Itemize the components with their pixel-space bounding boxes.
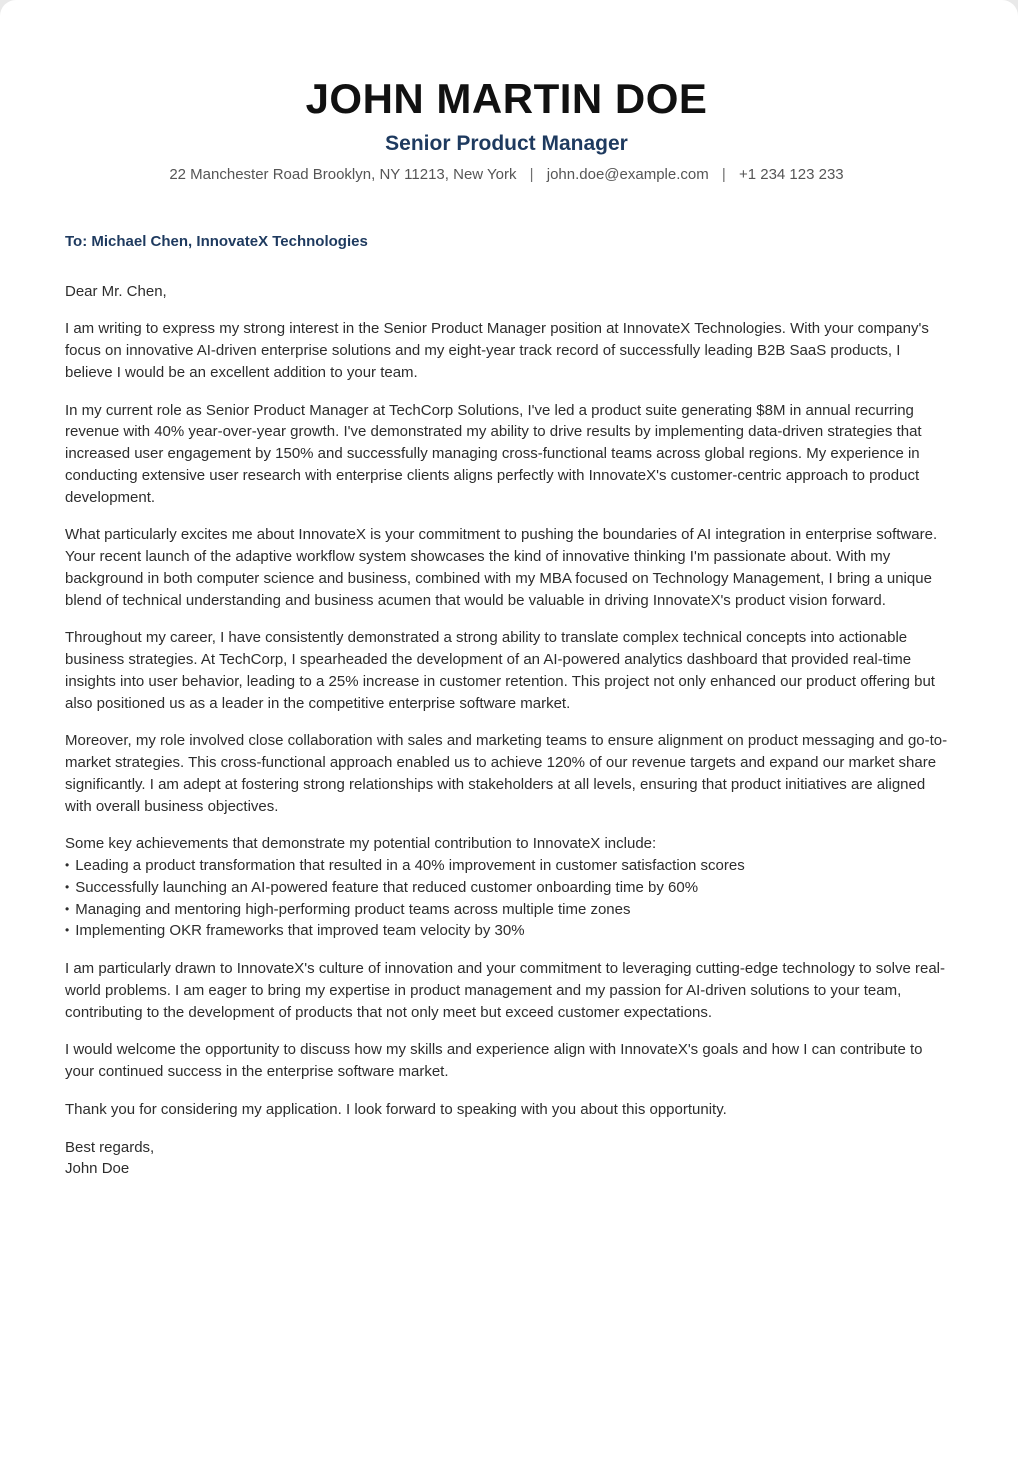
paragraph-thanks: Thank you for considering my application. I look forward to speaking with you about this opportunity. <box>65 1100 727 1118</box>
achievements-intro: Some key achievements that demonstrate my potential contribution to InnovateX include: <box>65 835 657 853</box>
achievement-item: • Managing and mentoring high-performing product teams across multiple time zones <box>65 899 948 921</box>
paragraph-intro: I am writing to express my strong interest in the Senior Product Manager position at InnovateX Technologies. With your company's focus on innovative AI-driven enterprise solutions and my eight-year track record of successfully leading B2B SaaS products, I believe I would be an excellent addition to your team. <box>65 320 929 381</box>
contact-email: john.doe@example.com <box>546 166 709 184</box>
salutation: Dear Mr. Chen, <box>65 282 167 300</box>
candidate-name: JOHN MARTIN DOE <box>305 75 708 122</box>
achievement-item: • Successfully launching an AI-powered feature that reduced customer onboarding time by 60% <box>65 877 948 899</box>
signoff-name: John Doe <box>65 1160 130 1178</box>
paragraph-culture: I am particularly drawn to InnovateX's culture of innovation and your commitment to leveraging cutting-edge technology to solve real-world problems. I am eager to bring my expertise in product management and my passion for AI-driven solutions to your team, contributing to the development of products that not only meet but exceed customer expectations. <box>65 960 945 1021</box>
recipient-line: To: Michael Chen, InnovateX Technologies <box>65 232 368 250</box>
letter-body <box>65 231 948 1180</box>
paragraph-collaboration: Moreover, my role involved close collaboration with sales and marketing teams to ensure alignment on product messaging and go-to-market strategies. This cross-functional approach enabled us to achieve 120% of our revenue targets and expand our market share significantly. I am adept at fostering strong relationships with stakeholders at all levels, ensuring that product initiatives are aligned with overall business objectives. <box>65 732 948 815</box>
contact-separator: | <box>721 166 726 184</box>
contact-address: 22 Manchester Road Brooklyn, NY 11213, New York <box>169 166 517 184</box>
paragraph-welcome: I would welcome the opportunity to discuss how my skills and experience align with InnovateX's goals and how I can contribute to your continued success in the enterprise software market. <box>65 1041 923 1081</box>
achievement-item: • Implementing OKR frameworks that improved team velocity by 30% <box>65 920 948 942</box>
signoff <box>65 1137 948 1181</box>
candidate-title: Senior Product Manager <box>385 132 628 156</box>
paragraph-current-role: In my current role as Senior Product Manager at TechCorp Solutions, I've led a product suite generating $8M in annual recurring revenue with 40% year-over-year growth. I've demonstrated my ability to drive results by implementing data-driven strategies that increased user engagement by 150% and successfully managing cross-functional teams across global regions. My experience in conducting extensive user research with enterprise clients aligns perfectly with InnovateX's customer-centric approach to product development. <box>65 401 922 506</box>
achievements-block <box>65 833 948 942</box>
paragraph-excitement: What particularly excites me about InnovateX is your commitment to pushing the boundaries of AI integration in enterprise software. Your recent launch of the adaptive workflow system showcases the kind of innovative thinking I'm passionate about. With my background in both computer science and business, combined with my MBA focused on Technology Management, I bring a unique blend of technical understanding and business acumen that would be valuable in driving InnovateX's product vision forward. <box>65 526 938 609</box>
achievement-item: • Leading a product transformation that resulted in a 40% improvement in customer satisfaction scores <box>65 855 948 877</box>
paragraph-career: Throughout my career, I have consistently demonstrated a strong ability to translate complex technical concepts into actionable business strategies. At TechCorp, I spearheaded the development of an AI-powered analytics dashboard that provided real-time insights into user behavior, leading to a 25% increase in customer retention. This project not only enhanced our product offering but also positioned us as a leader in the competitive enterprise software market. <box>65 629 935 712</box>
letter-header <box>65 76 948 185</box>
achievements-list <box>65 855 948 942</box>
signoff-regards: Best regards, <box>65 1138 155 1156</box>
contact-separator: | <box>529 166 534 184</box>
contact-phone: +1 234 123 233 <box>738 166 844 184</box>
contact-line <box>65 165 948 185</box>
